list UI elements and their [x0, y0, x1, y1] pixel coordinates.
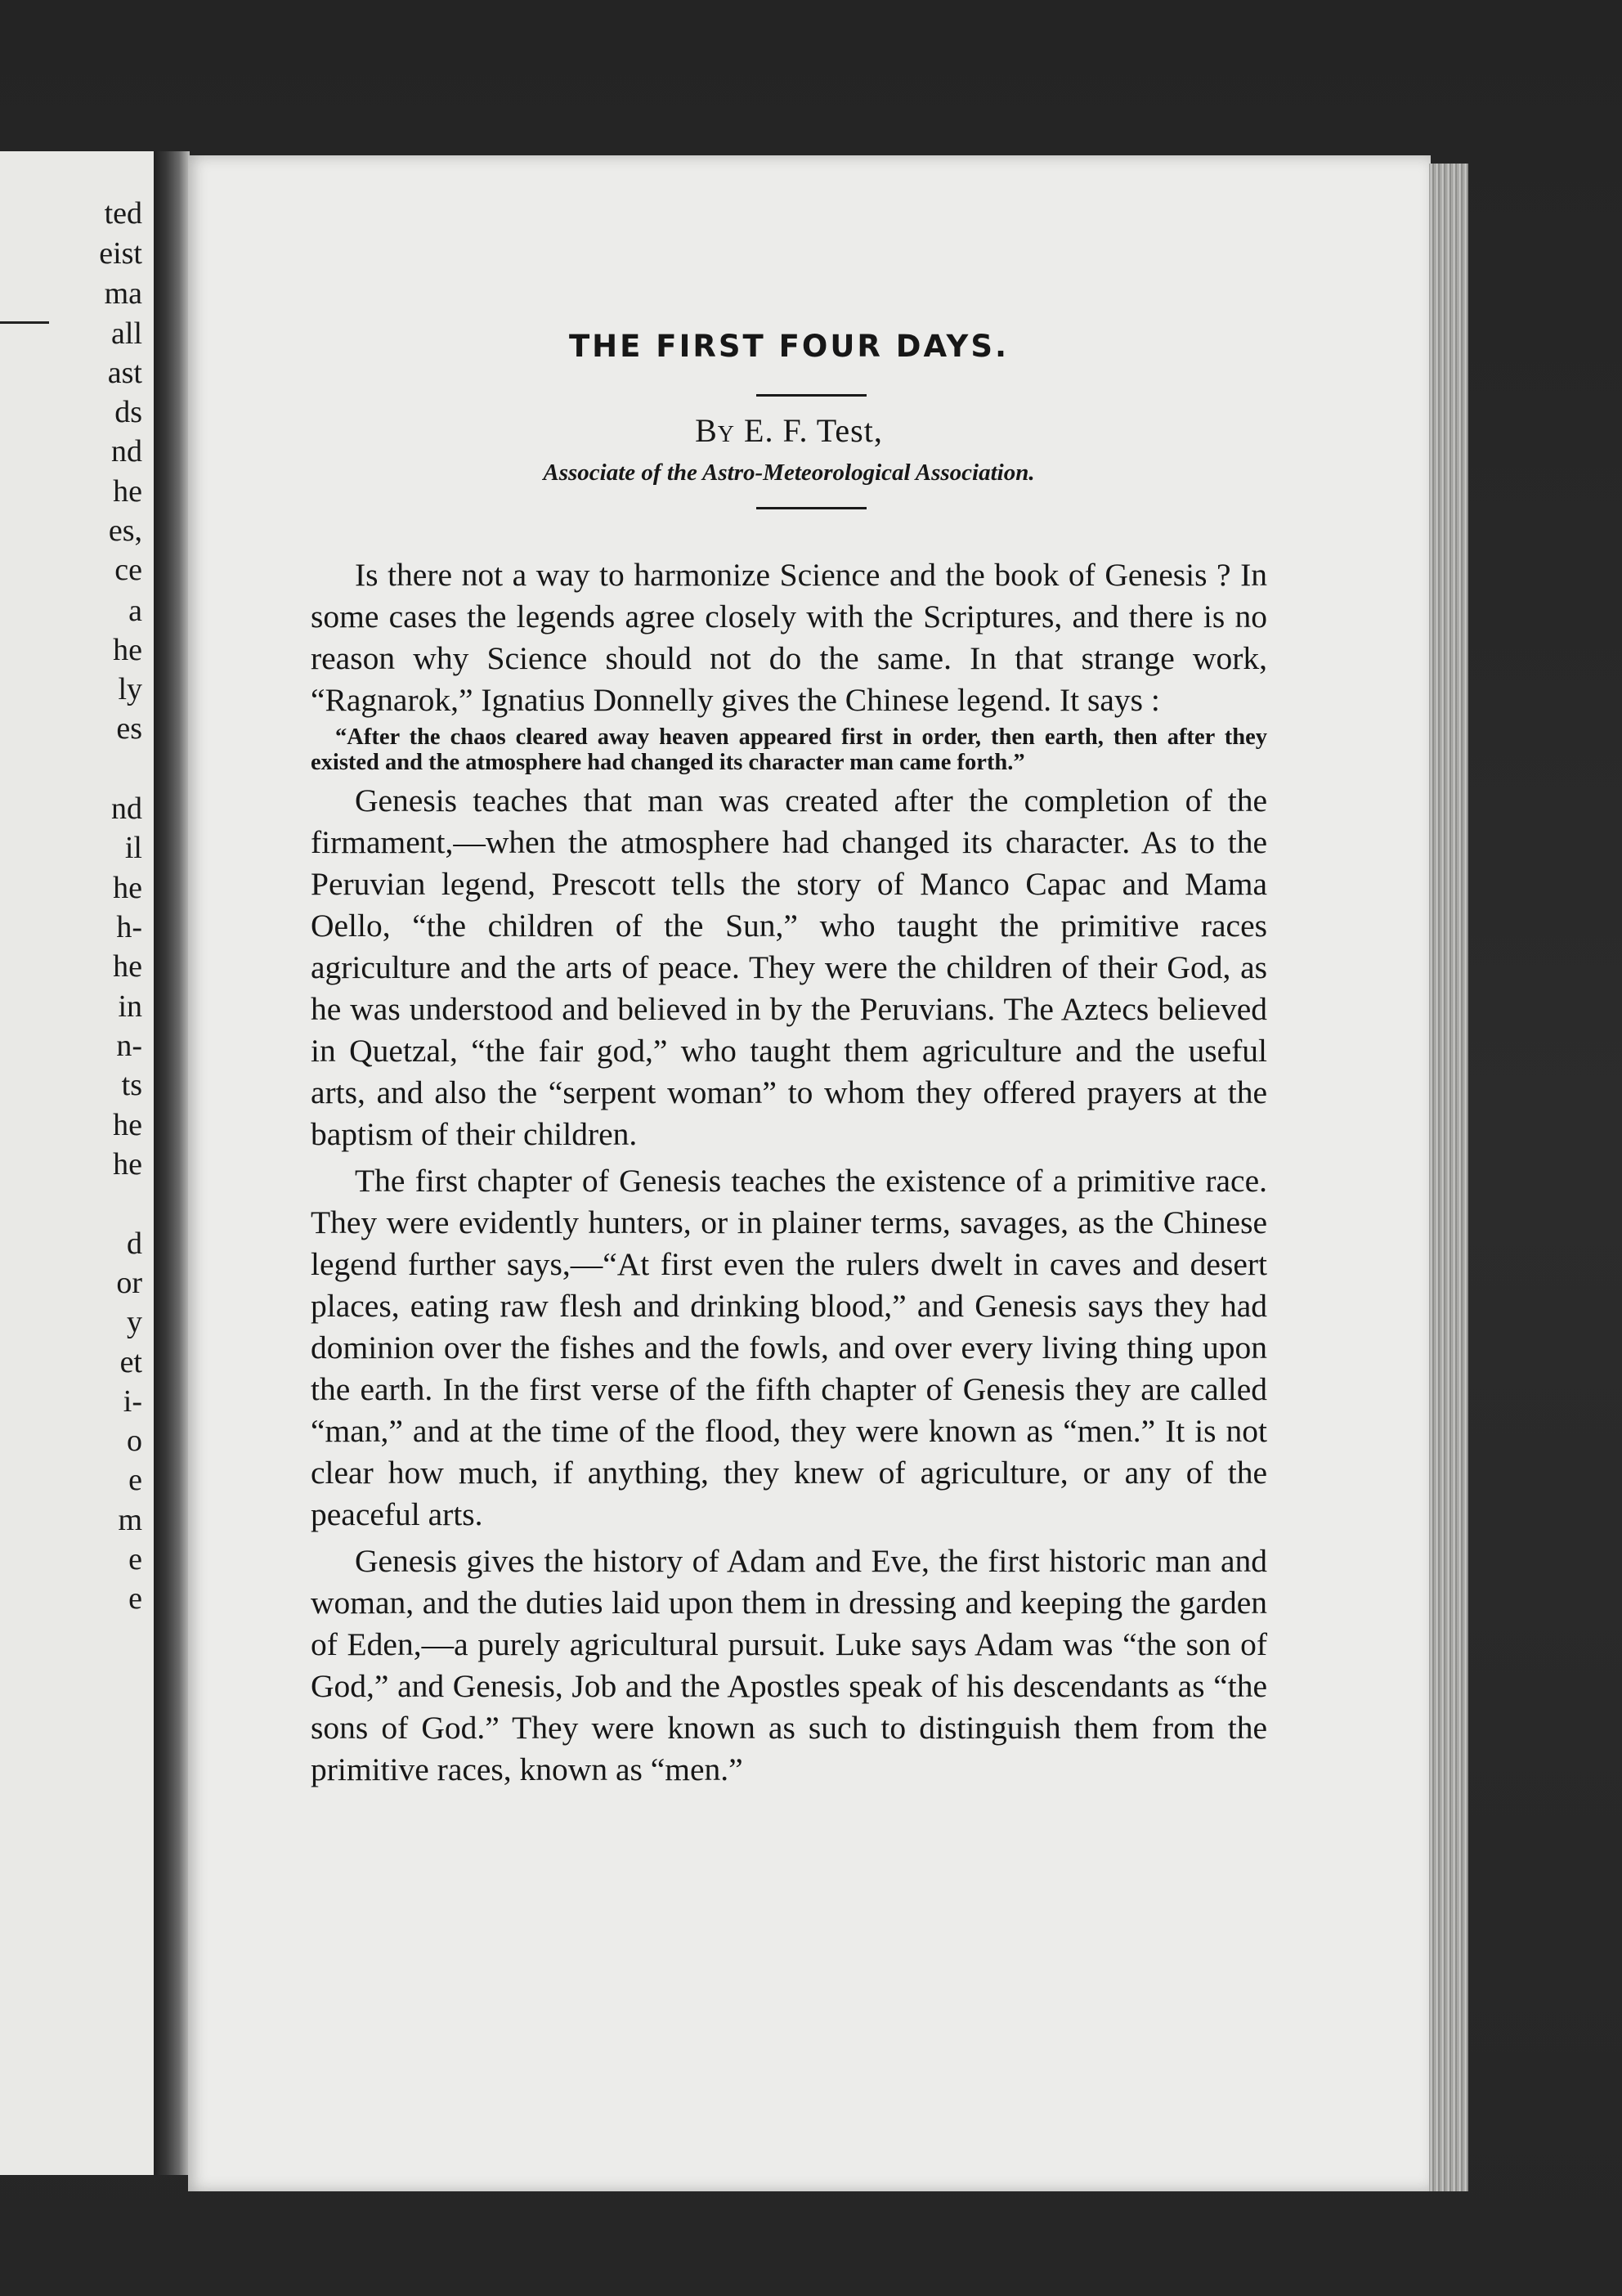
previous-page-line-fragment: he	[113, 474, 142, 509]
previous-page-line-fragment: e	[128, 1581, 142, 1616]
previous-page-line-fragment: ted	[104, 196, 142, 231]
previous-page-line-fragment: he	[113, 1108, 142, 1142]
title-divider-rule	[756, 394, 867, 397]
previous-page-line-fragment: o	[127, 1424, 142, 1458]
previous-page-fragment	[0, 151, 157, 2175]
byline-divider-rule	[756, 507, 867, 509]
previous-page-line-fragment: eist	[99, 236, 142, 271]
previous-page-line-fragment: he	[113, 633, 142, 667]
previous-page-line-fragment: he	[113, 949, 142, 984]
previous-page-line-fragment: ce	[114, 553, 142, 587]
previous-page-line-fragment: h-	[116, 910, 142, 944]
previous-page-line-fragment: nd	[111, 434, 142, 469]
previous-page-line-fragment: i-	[123, 1384, 142, 1419]
previous-page-line-fragment: e	[128, 1463, 142, 1497]
previous-page-line-fragment: ts	[121, 1068, 142, 1102]
previous-page-line-fragment: es,	[108, 513, 142, 548]
author-affiliation: Associate of the Astro-Meteorological Association.	[543, 460, 1035, 486]
byline-prefix: By	[695, 412, 736, 449]
previous-page-line-fragment: he	[113, 1147, 142, 1182]
body-paragraph: Genesis teaches that man was created after the completion of the firmament,—when the atmosphere had changed its character. As to the Peruvian legend, Prescott tells the story of Manco Capac and Mama Oello, “the children of the Sun,” who taught the primitive races agriculture and the arts of peace. They were the children of their God, as he was understood and believed in by the Peruvians. The Aztecs believed in Quetzal, “the fair god,” who taught them agriculture and the useful arts, and also the “serpent woman” to whom they offered prayers at the baptism of their children.	[311, 783, 1267, 1152]
article-body	[311, 554, 1267, 1791]
previous-page-line-fragment: y	[127, 1305, 142, 1339]
block-quote: “After the chaos cleared away heaven appeared first in order, then earth, then after they existed and the atmosphere had changed its character man came forth.”	[311, 724, 1267, 775]
previous-page-line-fragment: ly	[118, 672, 142, 706]
book-gutter-shadow	[154, 151, 190, 2175]
previous-page-line-fragment: in	[118, 989, 142, 1024]
previous-page-line-fragment: es	[116, 711, 142, 746]
body-paragraph: The first chapter of Genesis teaches the existence of a primitive race. They were evidently hunters, or in plainer terms, savages, as the Chinese legend further says,—“At first even the rulers dwelt in caves and desert places, eating raw flesh and drinking blood,” and Genesis says they had dominion over the fishes and the fowls, and over every living thing upon the earth. In the first verse of the fifth chapter of Genesis they are called “man,” and at the time of the flood, they were known as “men.” It is not clear how much, if anything, they knew of agriculture, or any of the peaceful arts.	[311, 1163, 1267, 1532]
article-byline	[311, 411, 1267, 450]
previous-page-line-fragment: d	[127, 1226, 142, 1261]
previous-page-line-fragment: m	[118, 1503, 142, 1537]
body-paragraph: Is there not a way to harmonize Science and the book of Genesis ? In some cases the legends agree closely with the Scriptures, and there is no reason why Science should not do the same. In that strange work, “Ragnarok,” Ignatius Donnelly gives the Chinese legend. It says :	[311, 557, 1267, 718]
previous-page-line-fragment: ast	[107, 356, 142, 390]
book-page	[188, 155, 1431, 2191]
previous-page-rule	[0, 321, 49, 324]
previous-page-line-fragment: all	[111, 316, 142, 351]
previous-page-line-fragment: he	[113, 871, 142, 905]
author-name: E. F. Test,	[744, 412, 883, 449]
previous-page-line-fragment: or	[116, 1266, 142, 1300]
previous-page-line-fragment: ma	[104, 276, 142, 311]
previous-page-line-fragment: et	[119, 1345, 142, 1379]
body-paragraph: Genesis gives the history of Adam and Eve, the first historic man and woman, and the duties laid upon them in dressing and keeping the garden of Eden,—a purely agricultural pursuit. Luke says Adam was “the son of God,” and Genesis, Job and the Apostles speak of his descendants as “the sons of God.” They were known as such to distinguish them from the primitive races, known as “men.”	[311, 1543, 1267, 1787]
previous-page-line-fragment: ds	[114, 395, 142, 429]
previous-page-line-fragment: il	[124, 831, 142, 865]
previous-page-line-fragment: e	[128, 1542, 142, 1576]
previous-page-line-fragment: a	[128, 594, 142, 628]
article-title: THE FIRST FOUR DAYS.	[568, 329, 1010, 364]
previous-page-line-fragment: nd	[111, 791, 142, 826]
book-page-edges	[1429, 164, 1468, 2191]
previous-page-line-fragment: n-	[116, 1029, 142, 1063]
